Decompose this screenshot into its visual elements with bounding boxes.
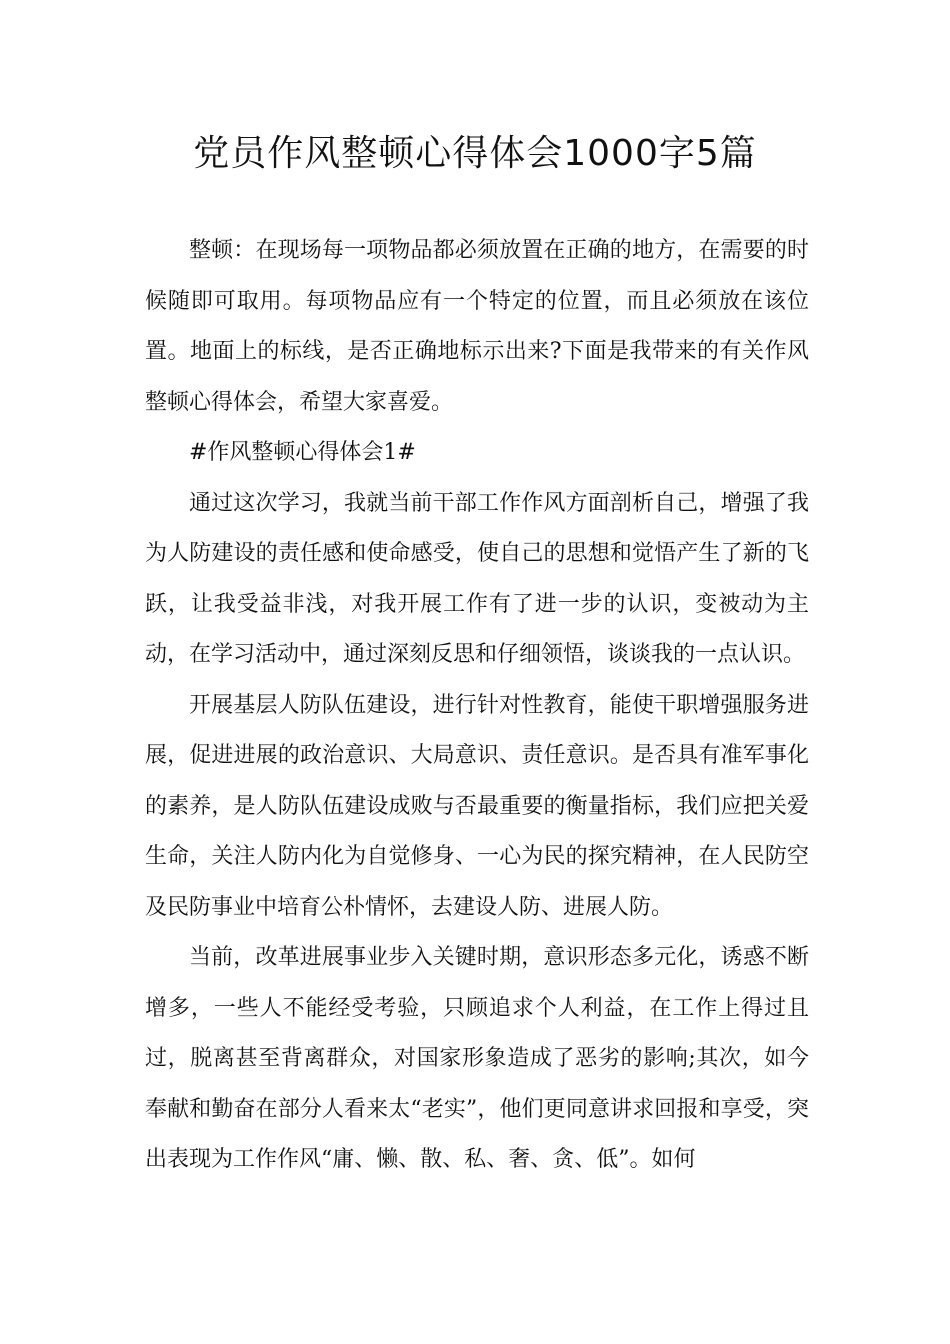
paragraph-intro: 整顿：在现场每一项物品都必须放置在正确的地方，在需要的时候随即可取用。每项物品应有一个特定的位置，而且必须放在该位置。地面上的标线，是否正确地标示出来?下面是我带来的有关作风整顿心得体会，希望大家喜爱。	[145, 238, 809, 415]
paragraph: 通过这次学习，我就当前干部工作作风方面剖析自己，增强了我为人防建设的责任感和使命感受，使自己的思想和觉悟产生了新的飞跃，让我受益非浅，对我开展工作有了进一步的认识，变被动为主动，在学习活动中，通过深刻反思和仔细领悟，谈谈我的一点认识。	[145, 490, 809, 667]
section-heading: #作风整顿心得体会1#	[189, 440, 416, 465]
document-title: 党员作风整顿心得体会1000字5篇	[193, 133, 757, 174]
paragraph: 当前，改革进展事业步入关键时期，意识形态多元化，诱惑不断增多，一些人不能经受考验，只顾追求个人利益，在工作上得过且过，脱离甚至背离群众，对国家形象造成了恶劣的影响;其次，如今奉献和勤奋在部分人看来太“老实”，他们更同意讲求回报和享受，突出表现为工作作风“庸、懒、散、私、奢、贪、低”。如何	[145, 945, 809, 1172]
document-body	[145, 226, 809, 1186]
paragraph: 开展基层人防队伍建设，进行针对性教育，能使干职增强服务进展，促进进展的政治意识、大局意识、责任意识。是否具有准军事化的素养，是人防队伍建设成败与否最重要的衡量指标，我们应把关爱生命，关注人防内化为自觉修身、一心为民的探究精神，在人民防空及民防事业中培育公朴情怀，去建设人防、进展人防。	[145, 692, 809, 920]
